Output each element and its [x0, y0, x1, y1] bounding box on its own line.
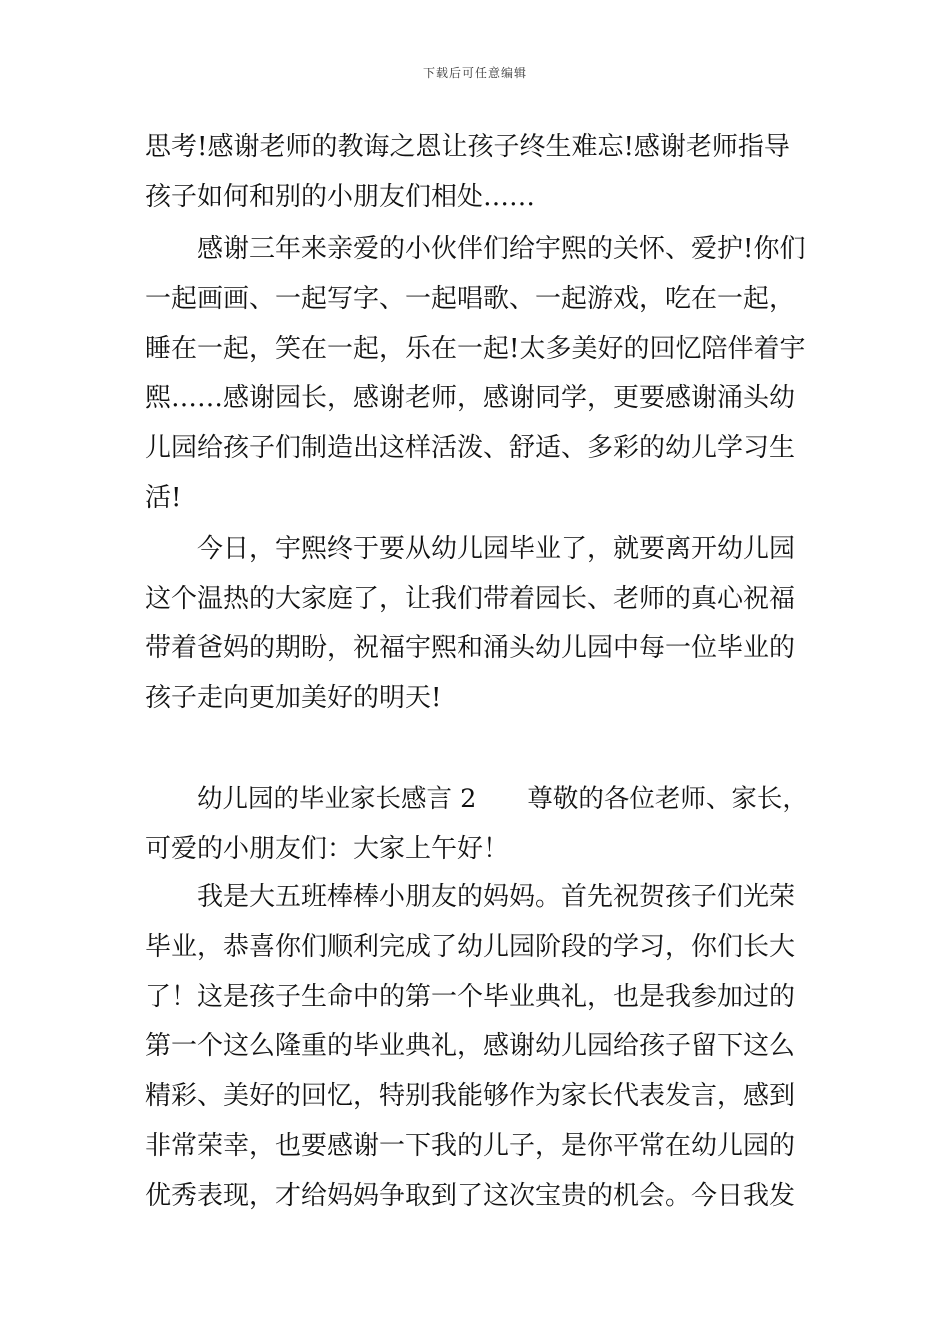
text-line: 熙……感谢园长，感谢老师，感谢同学，更要感谢涌头幼	[145, 383, 796, 413]
text-line: 非常荣幸，也要感谢一下我的儿子，是你平常在幼儿园的	[145, 1131, 796, 1161]
text-line: 一起画画、一起写字、一起唱歌、一起游戏，吃在一起，	[145, 284, 796, 314]
text-line: 优秀表现，才给妈妈争取到了这次宝贵的机会。今日我发	[145, 1181, 796, 1211]
text-line: 这个温热的大家庭了，让我们带着园长、老师的真心祝福	[145, 584, 796, 614]
text-line: 思考!感谢老师的教诲之恩让孩子终生难忘!感谢老师指导	[145, 132, 790, 162]
text-line: 了！这是孩子生命中的第一个毕业典礼，也是我参加过的	[145, 982, 796, 1012]
text-line: 儿园给孩子们制造出这样活泼、舒适、多彩的幼儿学习生	[145, 433, 796, 463]
page-header: 下载后可任意编辑	[422, 66, 527, 80]
text-line: 孩子如何和别的小朋友们相处……	[145, 182, 536, 212]
text-line: 孩子走向更加美好的明天!	[145, 683, 442, 713]
text-line: 今日，宇熙终于要从幼儿园毕业了，就要离开幼儿园	[197, 534, 796, 564]
text-line: 感谢三年来亲爱的小伙伴们给宇熙的关怀、爱护!你们	[197, 234, 806, 264]
text-line: 可爱的小朋友们：大家上午好！	[145, 834, 510, 864]
text-line: 带着爸妈的期盼，祝福宇熙和涌头幼儿园中每一位毕业的	[145, 633, 796, 663]
text-line: 我是大五班棒棒小朋友的妈妈。首先祝贺孩子们光荣	[197, 882, 796, 912]
section-heading-line: 幼儿园的毕业家长感言 2 尊敬的各位老师、家长，	[197, 784, 808, 814]
text-line: 精彩、美好的回忆，特别我能够作为家长代表发言，感到	[145, 1081, 796, 1111]
text-line: 毕业，恭喜你们顺利完成了幼儿园阶段的学习，你们长大	[145, 932, 796, 962]
text-line: 第一个这么隆重的毕业典礼，感谢幼儿园给孩子留下这么	[145, 1031, 796, 1061]
text-line: 睡在一起，笑在一起，乐在一起!太多美好的回忆陪伴着宇	[145, 334, 806, 364]
text-line: 活!	[145, 483, 182, 513]
